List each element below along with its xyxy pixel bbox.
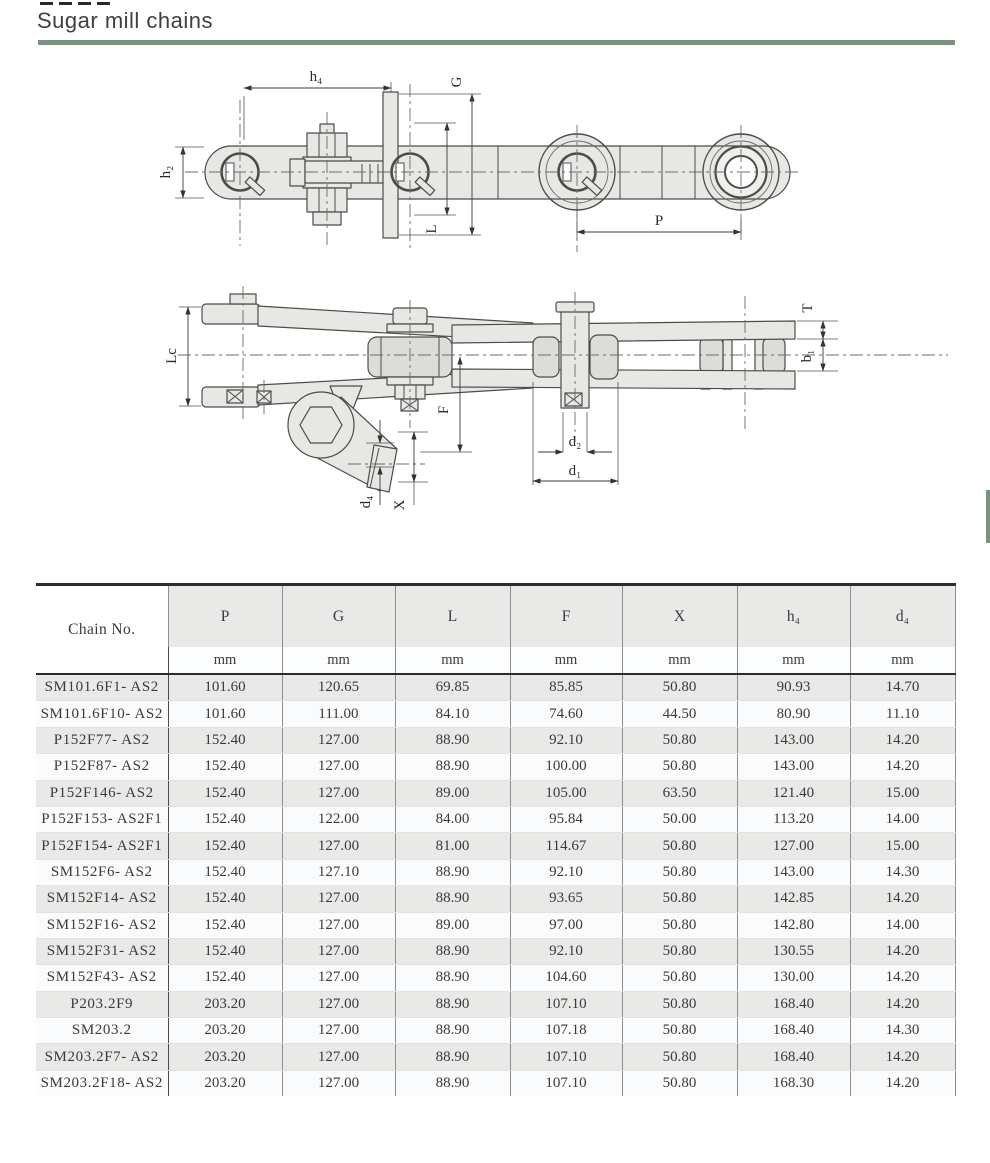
value-cell: 127.00 — [282, 1044, 395, 1070]
value-cell: 130.55 — [737, 938, 850, 964]
value-cell: 88.90 — [395, 727, 510, 753]
value-cell: 104.60 — [510, 965, 622, 991]
chain-plan-view — [164, 286, 948, 510]
value-cell: 203.20 — [168, 1070, 282, 1096]
value-cell: 127.00 — [282, 754, 395, 780]
chain-no-cell: P203.2F9 — [36, 991, 168, 1017]
value-cell: 101.60 — [168, 674, 282, 701]
chain-no-cell: SM203.2F18- AS2 — [36, 1070, 168, 1096]
value-cell: 152.40 — [168, 859, 282, 885]
value-cell: 88.90 — [395, 991, 510, 1017]
value-cell: 14.20 — [850, 1070, 955, 1096]
table-row — [36, 674, 955, 701]
value-cell: 89.00 — [395, 912, 510, 938]
chain-no-cell: SM152F6- AS2 — [36, 859, 168, 885]
table-row — [36, 701, 955, 727]
value-cell: 168.40 — [737, 1018, 850, 1044]
value-cell: 127.00 — [282, 938, 395, 964]
chain-table-body — [36, 674, 955, 1096]
value-cell: 88.90 — [395, 1044, 510, 1070]
value-cell: 121.40 — [737, 780, 850, 806]
value-cell: 50.80 — [622, 727, 737, 753]
dimension-h4 — [244, 69, 391, 140]
value-cell: 14.20 — [850, 1044, 955, 1070]
value-cell: 84.10 — [395, 701, 510, 727]
unit-cell: mm — [622, 647, 737, 674]
value-cell: 105.00 — [510, 780, 622, 806]
value-cell: 15.00 — [850, 780, 955, 806]
chain-no-cell: SM152F43- AS2 — [36, 965, 168, 991]
chain-no-cell: SM152F14- AS2 — [36, 886, 168, 912]
chain-no-cell: SM152F16- AS2 — [36, 912, 168, 938]
value-cell: 14.20 — [850, 965, 955, 991]
value-cell: 88.90 — [395, 754, 510, 780]
dim-label-X: X — [392, 499, 408, 511]
value-cell: 50.80 — [622, 991, 737, 1017]
value-cell: 152.40 — [168, 727, 282, 753]
value-cell: 152.40 — [168, 833, 282, 859]
column-header-F: F — [510, 585, 622, 648]
dim-label-d1: d₁ — [568, 463, 582, 479]
value-cell: 50.80 — [622, 886, 737, 912]
value-cell: 74.60 — [510, 701, 622, 727]
value-cell: 44.50 — [622, 701, 737, 727]
chain-no-cell: SM203.2F7- AS2 — [36, 1044, 168, 1070]
value-cell: 88.90 — [395, 965, 510, 991]
value-cell: 142.85 — [737, 886, 850, 912]
attachment-bolt-assembly — [290, 124, 387, 225]
value-cell: 127.00 — [282, 1018, 395, 1044]
table-row — [36, 1044, 955, 1070]
dim-label-d4: d₄ — [358, 495, 374, 509]
dim-label-b1: b₁ — [799, 349, 815, 363]
value-cell: 143.00 — [737, 727, 850, 753]
table-row — [36, 1018, 955, 1044]
value-cell: 50.80 — [622, 674, 737, 701]
dim-label-G: G — [449, 76, 465, 88]
value-cell: 203.20 — [168, 1044, 282, 1070]
chain-no-header: Chain No. — [36, 585, 168, 675]
value-cell: 14.20 — [850, 886, 955, 912]
dim-label-P: P — [654, 213, 664, 229]
value-cell: 113.20 — [737, 806, 850, 832]
value-cell: 127.00 — [282, 1070, 395, 1096]
value-cell: 107.10 — [510, 1070, 622, 1096]
column-header-P: P — [168, 585, 282, 648]
value-cell: 69.85 — [395, 674, 510, 701]
unit-cell: mm — [510, 647, 622, 674]
value-cell: 88.90 — [395, 1070, 510, 1096]
value-cell: 50.80 — [622, 833, 737, 859]
value-cell: 100.00 — [510, 754, 622, 780]
unit-row — [36, 647, 955, 674]
value-cell: 130.00 — [737, 965, 850, 991]
chain-dimensions-table — [36, 583, 956, 1096]
value-cell: 127.00 — [282, 886, 395, 912]
value-cell: 203.20 — [168, 1018, 282, 1044]
dim-label-T: T — [800, 303, 816, 313]
dimension-P — [577, 207, 741, 240]
value-cell: 152.40 — [168, 780, 282, 806]
value-cell: 152.40 — [168, 806, 282, 832]
chain-no-cell: SM101.6F1- AS2 — [36, 674, 168, 701]
value-cell: 14.30 — [850, 1018, 955, 1044]
value-cell: 127.10 — [282, 859, 395, 885]
table-row — [36, 1070, 955, 1096]
value-cell: 168.40 — [737, 991, 850, 1017]
value-cell: 50.80 — [622, 1070, 737, 1096]
value-cell: 50.00 — [622, 806, 737, 832]
chain-no-cell: P152F77- AS2 — [36, 727, 168, 753]
attachment-lug — [288, 386, 397, 492]
dim-label-h4: h₄ — [309, 69, 323, 85]
value-cell: 168.40 — [737, 1044, 850, 1070]
technical-drawing-canvas — [0, 0, 990, 560]
header-row — [36, 585, 955, 648]
value-cell: 14.20 — [850, 938, 955, 964]
value-cell: 88.90 — [395, 938, 510, 964]
value-cell: 92.10 — [510, 859, 622, 885]
value-cell: 143.00 — [737, 859, 850, 885]
value-cell: 50.80 — [622, 938, 737, 964]
value-cell: 127.00 — [282, 912, 395, 938]
value-cell: 203.20 — [168, 991, 282, 1017]
value-cell: 14.70 — [850, 674, 955, 701]
chain-no-cell: SM203.2 — [36, 1018, 168, 1044]
value-cell: 101.60 — [168, 701, 282, 727]
column-header-X: X — [622, 585, 737, 648]
value-cell: 80.90 — [737, 701, 850, 727]
dim-label-d2: d₂ — [568, 434, 582, 450]
table-row — [36, 859, 955, 885]
value-cell: 93.65 — [510, 886, 622, 912]
chain-no-cell: P152F146- AS2 — [36, 780, 168, 806]
dim-label-L: L — [424, 224, 440, 234]
table-row — [36, 806, 955, 832]
value-cell: 152.40 — [168, 754, 282, 780]
value-cell: 111.00 — [282, 701, 395, 727]
column-header-h4: h₄ — [737, 585, 850, 648]
value-cell: 142.80 — [737, 912, 850, 938]
value-cell: 122.00 — [282, 806, 395, 832]
value-cell: 107.10 — [510, 1044, 622, 1070]
dimension-T — [797, 303, 838, 339]
dim-label-F: F — [436, 405, 452, 415]
value-cell: 92.10 — [510, 938, 622, 964]
value-cell: 15.00 — [850, 833, 955, 859]
value-cell: 89.00 — [395, 780, 510, 806]
column-header-d4: d₄ — [850, 585, 955, 648]
value-cell: 14.00 — [850, 806, 955, 832]
value-cell: 88.90 — [395, 1018, 510, 1044]
column-header-G: G — [282, 585, 395, 648]
value-cell: 11.10 — [850, 701, 955, 727]
value-cell: 85.85 — [510, 674, 622, 701]
value-cell: 95.84 — [510, 806, 622, 832]
chain-no-cell: P152F87- AS2 — [36, 754, 168, 780]
value-cell: 92.10 — [510, 727, 622, 753]
chain-side-view — [158, 69, 800, 252]
value-cell: 14.20 — [850, 991, 955, 1017]
chain-no-cell: SM101.6F10- AS2 — [36, 701, 168, 727]
value-cell: 14.20 — [850, 727, 955, 753]
value-cell: 127.00 — [282, 780, 395, 806]
table-row — [36, 912, 955, 938]
value-cell: 127.00 — [282, 991, 395, 1017]
chain-no-cell: P152F154- AS2F1 — [36, 833, 168, 859]
value-cell: 152.40 — [168, 912, 282, 938]
dim-label-Lc: Lc — [164, 348, 180, 364]
value-cell: 50.80 — [622, 965, 737, 991]
table-row — [36, 938, 955, 964]
value-cell: 127.00 — [282, 727, 395, 753]
dimension-Lc — [164, 307, 201, 406]
chain-no-cell: SM152F31- AS2 — [36, 938, 168, 964]
dim-label-h2: h₂ — [158, 165, 174, 179]
value-cell: 114.67 — [510, 833, 622, 859]
value-cell: 120.65 — [282, 674, 395, 701]
table-row — [36, 727, 955, 753]
value-cell: 107.18 — [510, 1018, 622, 1044]
value-cell: 152.40 — [168, 938, 282, 964]
value-cell: 63.50 — [622, 780, 737, 806]
value-cell: 97.00 — [510, 912, 622, 938]
chain-no-cell: P152F153- AS2F1 — [36, 806, 168, 832]
value-cell: 152.40 — [168, 886, 282, 912]
value-cell: 152.40 — [168, 965, 282, 991]
table-row — [36, 780, 955, 806]
value-cell: 143.00 — [737, 754, 850, 780]
unit-cell: mm — [282, 647, 395, 674]
value-cell: 14.20 — [850, 754, 955, 780]
value-cell: 127.00 — [282, 833, 395, 859]
value-cell: 50.80 — [622, 859, 737, 885]
value-cell: 81.00 — [395, 833, 510, 859]
value-cell: 127.00 — [282, 965, 395, 991]
unit-cell: mm — [850, 647, 955, 674]
value-cell: 168.30 — [737, 1070, 850, 1096]
value-cell: 50.80 — [622, 754, 737, 780]
value-cell: 50.80 — [622, 1018, 737, 1044]
value-cell: 88.90 — [395, 859, 510, 885]
table-row — [36, 754, 955, 780]
dimension-h2 — [158, 147, 204, 198]
table-row — [36, 965, 955, 991]
unit-cell: mm — [395, 647, 510, 674]
page-title: Sugar mill chains — [37, 8, 214, 33]
value-cell: 88.90 — [395, 886, 510, 912]
value-cell: 14.00 — [850, 912, 955, 938]
value-cell: 84.00 — [395, 806, 510, 832]
table-row — [36, 886, 955, 912]
unit-cell: mm — [168, 647, 282, 674]
value-cell: 14.30 — [850, 859, 955, 885]
value-cell: 50.80 — [622, 912, 737, 938]
table-row — [36, 833, 955, 859]
value-cell: 127.00 — [737, 833, 850, 859]
dimension-X — [392, 432, 428, 510]
value-cell: 50.80 — [622, 1044, 737, 1070]
value-cell: 107.10 — [510, 991, 622, 1017]
column-header-L: L — [395, 585, 510, 648]
unit-cell: mm — [737, 647, 850, 674]
value-cell: 90.93 — [737, 674, 850, 701]
table-row — [36, 991, 955, 1017]
